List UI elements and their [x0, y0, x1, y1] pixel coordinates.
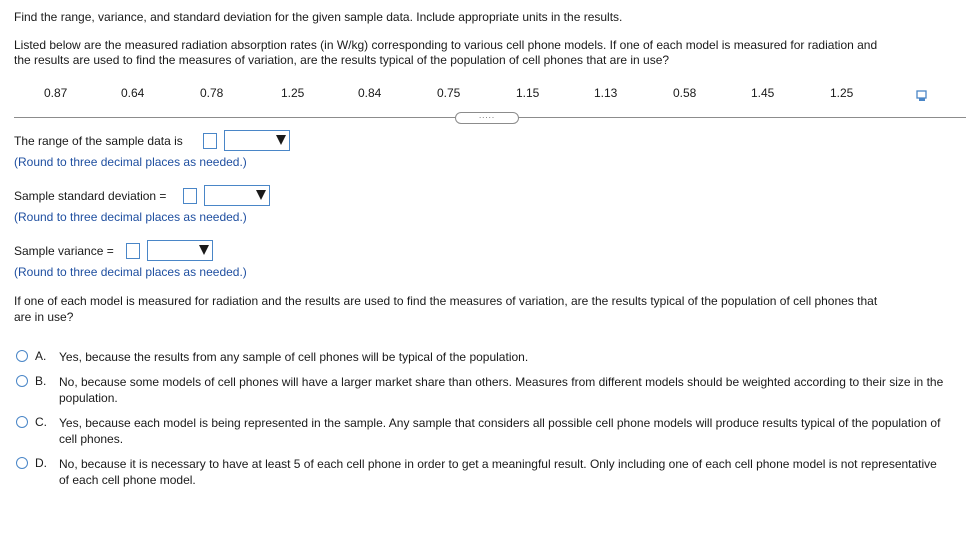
choice-text: No, because some models of cell phones will have a larger market share than others. Measures from different models should be weighted according to their size in the population. — [59, 375, 944, 405]
choice-text: Yes, because the results from any sample of cell phones will be typical of the population. — [59, 350, 529, 364]
radio-button[interactable] — [16, 457, 28, 469]
std-hint: (Round to three decimal places as needed.) — [14, 210, 247, 224]
question-line-2: are in use? — [14, 310, 74, 324]
variance-label: Sample variance = — [14, 244, 114, 258]
chevron-down-icon — [276, 135, 286, 145]
variance-answer-input[interactable] — [126, 243, 140, 259]
std-label: Sample standard deviation = — [14, 189, 167, 203]
data-value: 0.87 — [44, 86, 68, 100]
choice-letter: C. — [35, 415, 47, 429]
data-value: 1.25 — [830, 86, 854, 100]
data-value: 0.75 — [437, 86, 461, 100]
data-value: 1.25 — [281, 86, 305, 100]
intro-text: Find the range, variance, and standard deviation for the given sample data. Include appropriate units in the results. — [14, 10, 623, 24]
copy-icon[interactable] — [916, 90, 928, 102]
chevron-down-icon — [256, 190, 266, 200]
choice-letter: A. — [35, 349, 47, 363]
range-unit-select[interactable] — [224, 130, 290, 151]
expand-more-button[interactable]: ..... — [455, 112, 519, 124]
question-line-1: If one of each model is measured for radiation and the results are used to find the measures of variation, are the results typical of the population of cell phones that — [14, 294, 878, 308]
choice-text: Yes, because each model is being represented in the sample. Any sample that considers all possible cell phone models will produce results typical of the population of cell phones. — [59, 416, 941, 446]
choice-letter: D. — [35, 456, 47, 470]
data-value: 1.15 — [516, 86, 540, 100]
data-value: 1.45 — [751, 86, 775, 100]
range-hint: (Round to three decimal places as needed.) — [14, 155, 247, 169]
radio-button[interactable] — [16, 416, 28, 428]
listed-line-1: Listed below are the measured radiation absorption rates (in W/kg) corresponding to various cell phone models. If one of each model is measured for radiation and — [14, 38, 878, 52]
variance-unit-select[interactable] — [147, 240, 213, 261]
std-unit-select[interactable] — [204, 185, 270, 206]
data-value: 0.84 — [358, 86, 382, 100]
variance-hint: (Round to three decimal places as needed.) — [14, 265, 247, 279]
range-label: The range of the sample data is — [14, 134, 183, 148]
chevron-down-icon — [199, 245, 209, 255]
data-value: 0.58 — [673, 86, 697, 100]
choice-text: No, because it is necessary to have at least 5 of each cell phone in order to get a meaningful result. Only including one of each cell phone model is not representative of each cell phone model. — [59, 457, 937, 487]
radio-button[interactable] — [16, 375, 28, 387]
listed-line-2: the results are used to find the measures of variation, are the results typical of the population of cell phones that are in use? — [14, 53, 670, 67]
std-answer-input[interactable] — [183, 188, 197, 204]
data-values-row — [0, 86, 975, 102]
range-answer-input[interactable] — [203, 133, 217, 149]
data-value: 0.64 — [121, 86, 145, 100]
data-value: 1.13 — [594, 86, 618, 100]
choice-letter: B. — [35, 374, 47, 388]
radio-button[interactable] — [16, 350, 28, 362]
data-value: 0.78 — [200, 86, 224, 100]
